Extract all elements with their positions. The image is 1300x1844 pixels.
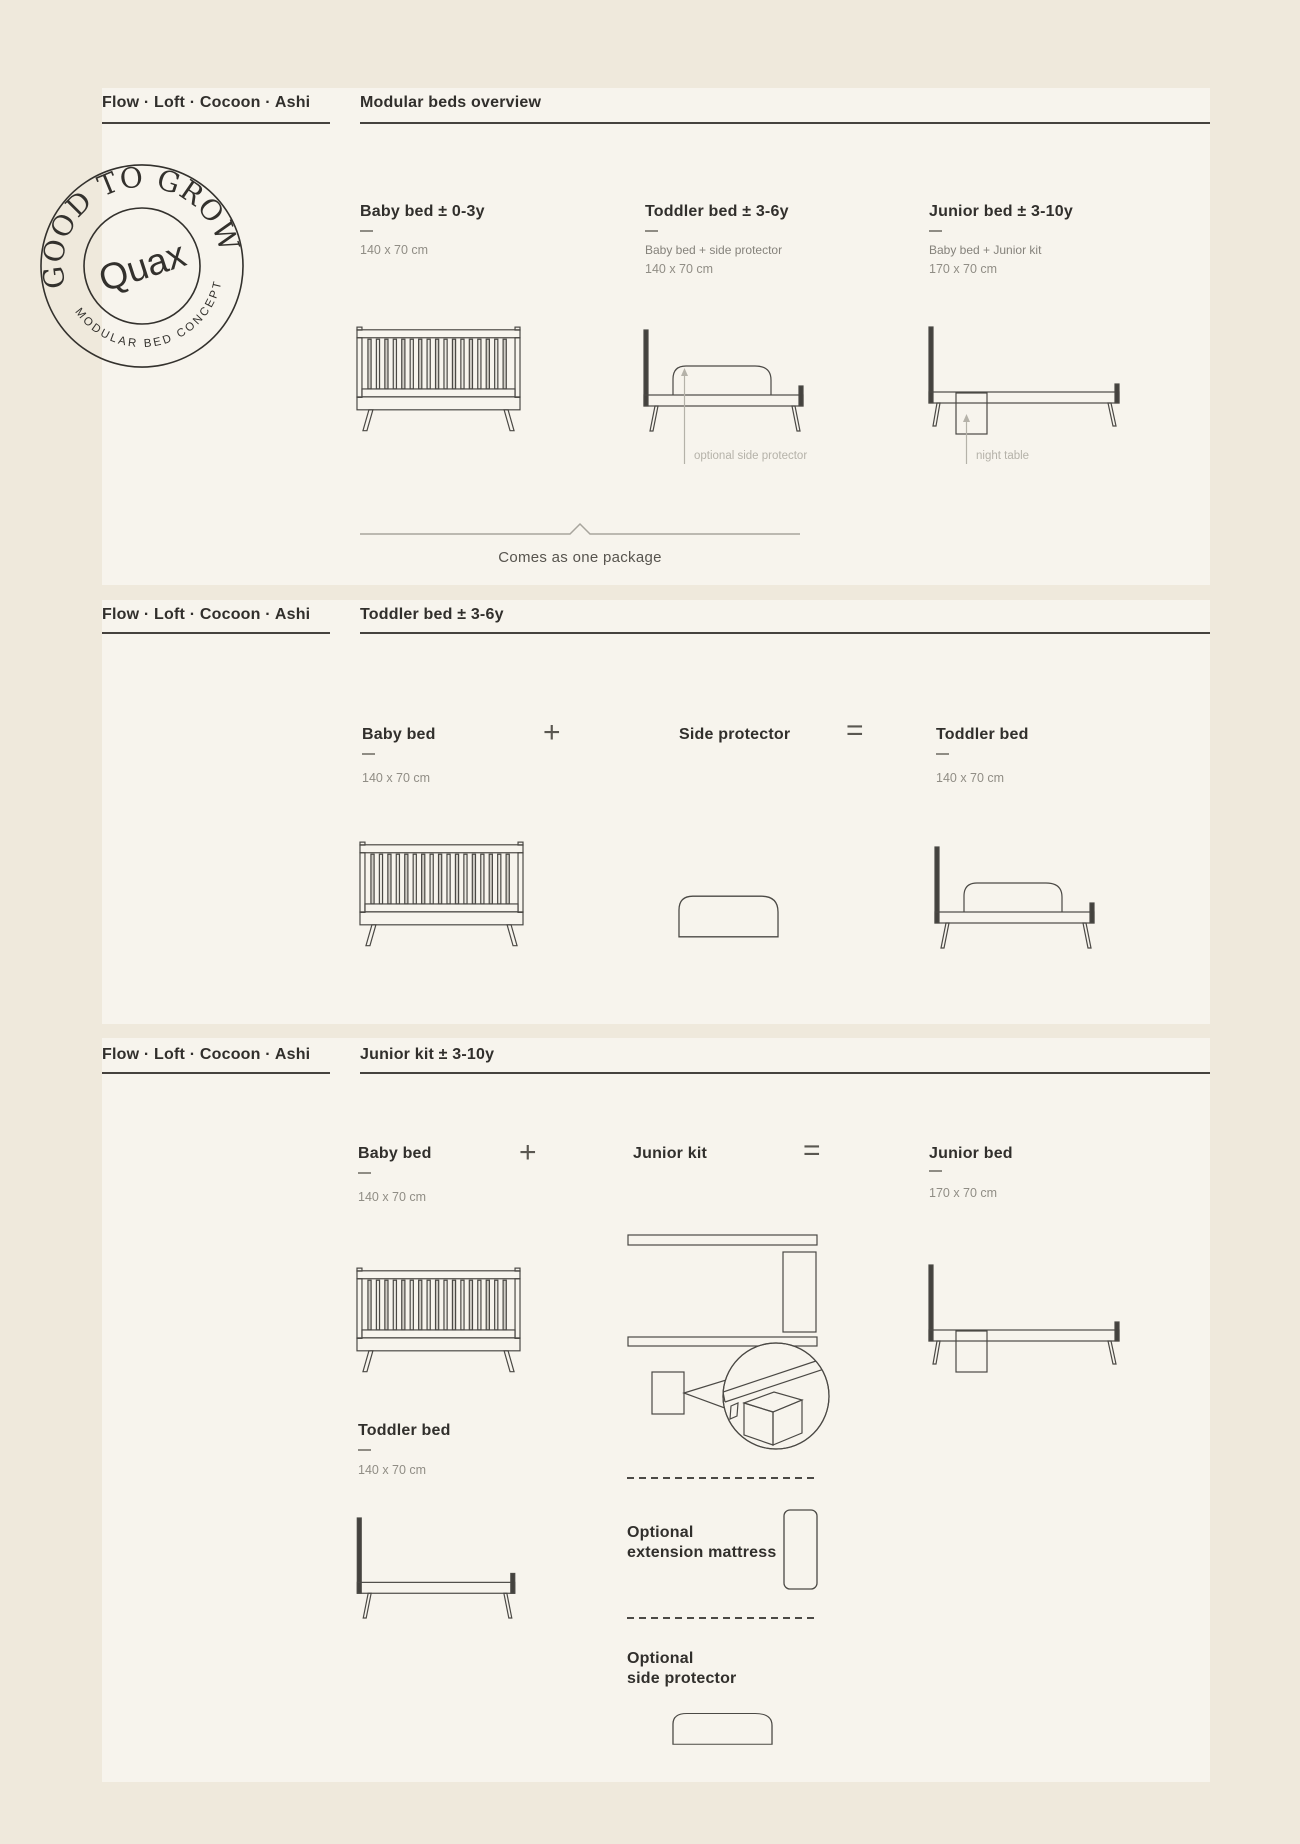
optional-protector-label-line2: side protector (627, 1670, 737, 1687)
eq-result-dims: 140 x 70 cm (936, 771, 1005, 785)
package-footnote: Comes as one package (498, 549, 662, 566)
baby-crib-drawing (356, 326, 521, 432)
junior-bed-drawing (928, 1264, 1124, 1374)
eq-b-title: Junior kit (633, 1145, 708, 1162)
dash-divider (360, 230, 373, 232)
eq-a-dims: 140 x 70 cm (358, 1190, 427, 1204)
package-bracket (360, 522, 800, 540)
dash-divider (358, 1172, 371, 1174)
good-to-grow-stamp (36, 160, 248, 372)
eq-result-dims: 170 x 70 cm (929, 1186, 998, 1200)
brand-underline (102, 632, 330, 634)
equals-operator: = (803, 1134, 821, 1167)
eq-a-title: Baby bed (362, 726, 436, 743)
brand-underline (102, 122, 330, 124)
eq-result-title: Junior bed (929, 1145, 1013, 1162)
night-table-arrow (961, 414, 972, 464)
baby-crib-drawing (356, 1267, 521, 1373)
optional-protector-label-line1: Optional (627, 1650, 694, 1667)
eq-b-title: Side protector (679, 726, 791, 743)
stamp-arc-top-text: GOOD TO GROW (36, 160, 247, 291)
col-baby-bed-title: Baby bed ± 0-3y (360, 203, 485, 220)
toddler-bed-dims: 140 x 70 cm (358, 1463, 427, 1477)
equals-operator: = (846, 714, 864, 747)
title-underline (360, 122, 1210, 124)
protector-arrow-label: optional side protector (694, 450, 808, 462)
stamp-center-text: Quax (93, 233, 191, 300)
eq-a-title: Baby bed (358, 1145, 432, 1162)
eq-result-title: Toddler bed (936, 726, 1029, 743)
side-protector-drawing (672, 1712, 773, 1745)
junior-bed-drawing (928, 326, 1124, 436)
section-toddler-panel (102, 600, 1210, 1024)
col-toddler-bed-sub: Baby bed + side protector (645, 243, 783, 257)
night-table-arrow-label: night table (976, 450, 1030, 462)
brand-line: Flow · Loft · Cocoon · Ashi (102, 606, 311, 623)
dash-divider (929, 1170, 942, 1172)
brand-line: Flow · Loft · Cocoon · Ashi (102, 1046, 311, 1063)
optional-mattress-label-line2: extension mattress (627, 1544, 777, 1561)
brand-line: Flow · Loft · Cocoon · Ashi (102, 94, 311, 111)
section-title: Junior kit ± 3-10y (360, 1046, 495, 1063)
col-toddler-bed-title: Toddler bed ± 3-6y (645, 203, 789, 220)
col-baby-bed-dims: 140 x 70 cm (360, 243, 429, 257)
dash-divider (936, 753, 949, 755)
col-junior-bed-dims: 170 x 70 cm (929, 262, 998, 276)
dash-divider (362, 753, 375, 755)
plus-operator: + (519, 1136, 537, 1169)
protector-arrow (679, 368, 690, 464)
optional-mattress-label-line1: Optional (627, 1524, 694, 1541)
dashed-separator (627, 1477, 817, 1479)
side-protector-drawing (678, 894, 779, 938)
dash-divider (929, 230, 942, 232)
baby-crib-drawing (359, 841, 524, 947)
col-toddler-bed-dims: 140 x 70 cm (645, 262, 714, 276)
brand-underline (102, 1072, 330, 1074)
dashed-separator (627, 1617, 817, 1619)
toddler-bed-label: Toddler bed (358, 1422, 451, 1439)
plus-operator: + (543, 716, 561, 749)
dash-divider (358, 1449, 371, 1451)
toddler-bed-drawing (643, 329, 809, 433)
section-title: Toddler bed ± 3-6y (360, 606, 504, 623)
title-underline (360, 1072, 1210, 1074)
eq-a-dims: 140 x 70 cm (362, 771, 431, 785)
stamp-arc-bottom-text: MODULAR BED CONCEPT (72, 278, 225, 351)
extension-mattress-drawing (783, 1509, 818, 1590)
toddler-bed-plain-drawing (356, 1517, 521, 1620)
toddler-bed-drawing (934, 846, 1100, 950)
col-junior-bed-title: Junior bed ± 3-10y (929, 203, 1073, 220)
section-title: Modular beds overview (360, 94, 542, 111)
junior-kit-drawing (627, 1230, 832, 1452)
dash-divider (645, 230, 658, 232)
title-underline (360, 632, 1210, 634)
col-junior-bed-sub: Baby bed + Junior kit (929, 243, 1042, 257)
svg-text:MODULAR BED CONCEPT (71, 276, 235, 365)
